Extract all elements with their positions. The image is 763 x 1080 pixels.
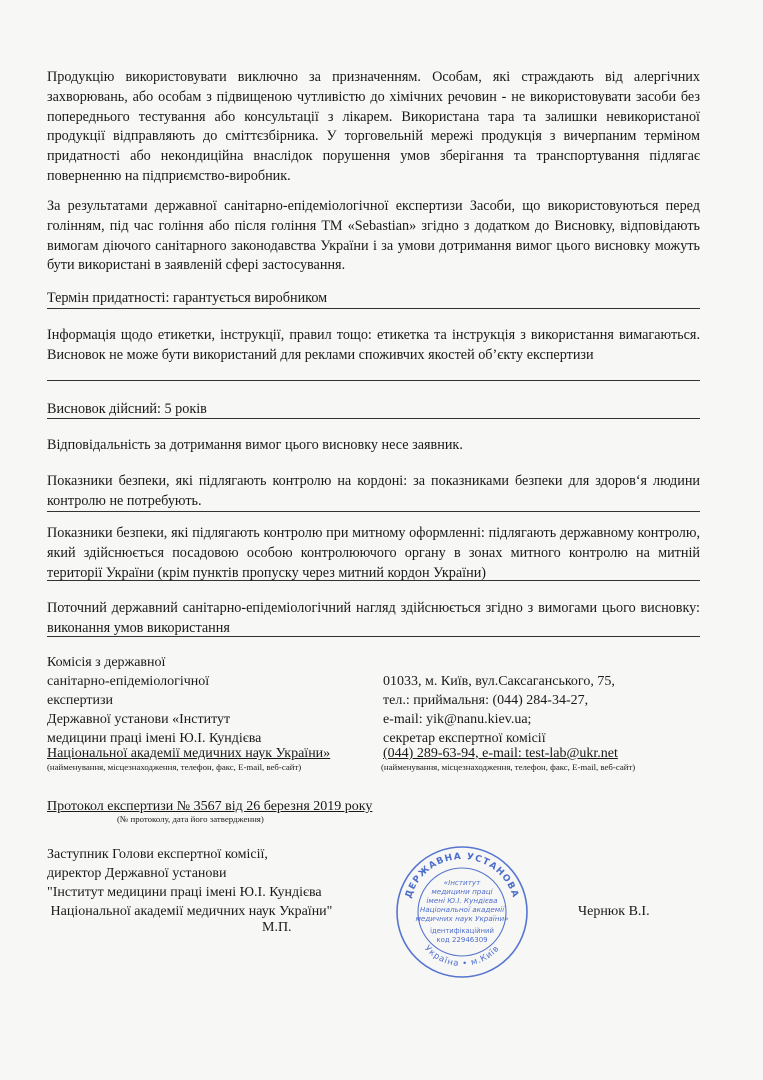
stamp-id-label: ідентифікаційний xyxy=(430,927,494,935)
protocol-caption: (№ протоколу, дата його затвердження) xyxy=(117,814,264,824)
divider xyxy=(47,580,700,581)
border-control-paragraph: Показники безпеки, які підлягають контролю на кордоні: за показниками безпеки для здоров‘я людини контролю не потребують. xyxy=(47,473,700,509)
commission-left-line: експертизи xyxy=(47,693,114,708)
divider xyxy=(47,511,700,512)
commission-left-line: санітарно-епідеміологічної xyxy=(47,674,210,689)
commission-left-line: Державної установи «Інститут xyxy=(47,712,231,727)
divider xyxy=(47,308,700,309)
divider xyxy=(47,636,700,637)
commission-right-line: тел.: приймальня: (044) 284-34-27, xyxy=(383,693,589,708)
commission-right-line: (044) 289-63-94, e-mail: test-lab@ukr.net xyxy=(383,746,618,761)
supervision-paragraph: Поточний державний санітарно-епідеміологічний нагляд здійснюється згідно з вимогами цього висновку: виконання умов використання xyxy=(47,600,700,636)
divider xyxy=(47,418,700,419)
signatory-name: Чернюк В.І. xyxy=(578,904,650,919)
stamp-inner-line: медицини праці xyxy=(431,887,493,896)
stamp-inner-line: медичних наук України» xyxy=(415,914,509,923)
customs-control-paragraph: Показники безпеки, які підлягають контролю при митному оформленні: підлягають державному контролю, який здійснюється посадовою особою контролюючого органу в зонах митного контролю на митній території України (крім пунктів пропуску через митний кордон України) xyxy=(47,525,700,581)
stamp-inner-line: «Інститут xyxy=(443,878,481,887)
signatory-line: Заступник Голови експертної комісії, xyxy=(47,847,268,862)
shelf-life-line: Термін придатності: гарантується виробником xyxy=(47,290,328,306)
stamp-outer-bottom-text: Україна • м.Київ xyxy=(422,943,502,970)
stamp-place-mark: М.П. xyxy=(262,920,292,935)
label-info-paragraph: Інформація щодо етикетки, інструкції, правил тощо: етикетка та інструкція з використання вимагаються. Висновок не може бути використаний для реклами споживчих якостей об’єкту експертизи xyxy=(47,327,700,363)
signatory-line: Національної академії медичних наук України" xyxy=(47,904,333,919)
usage-paragraph: Продукцію використовувати виключно за призначенням. Особам, які страждають від алергічних захворювань, або особам з підвищеною чутливістю до хімічних речовин - не використовувати засоби без попереднього тестування або консультації з лікарем. Використана тара та залишки невикористаної продукції відправляють до сміттєзбірника. У торговельній мережі продукція з вичерпаним терміном придатності або некондиційна внаслідок порушення умов зберігання та транспортування підлягає поверненню на підприємство-виробник. xyxy=(47,69,700,184)
commission-left-caption: (найменування, місцезнаходження, телефон, факс, E-mail, веб-сайт) xyxy=(47,762,302,772)
commission-right-line: e-mail: yik@nanu.kiev.ua; xyxy=(383,712,532,727)
signatory-line: "Інститут медицини праці імені Ю.І. Кундієва xyxy=(47,885,322,900)
commission-right-caption: (найменування, місцезнаходження, телефон, факс, E-mail, веб-сайт) xyxy=(381,762,636,772)
stamp-code: код 22946309 xyxy=(436,936,488,944)
stamp-outer-top-text: ДЕРЖАВНА УСТАНОВА xyxy=(403,851,521,900)
commission-right-line: секретар експертної комісії xyxy=(383,731,546,746)
commission-left-line: Комісія з державної xyxy=(47,655,166,670)
responsibility-line: Відповідальність за дотримання вимог цього висновку несе заявник. xyxy=(47,437,463,453)
commission-left-line: медицини праці імені Ю.І. Кундієва xyxy=(47,731,262,746)
validity-line: Висновок дійсний: 5 років xyxy=(47,401,207,417)
stamp-inner-line: імені Ю.І. Кундієва xyxy=(426,896,498,905)
signatory-line: директор Державної установи xyxy=(47,866,227,881)
commission-right-line: 01033, м. Київ, вул.Саксаганського, 75, xyxy=(383,674,615,689)
stamp-inner-line: Національної академії xyxy=(419,905,505,914)
official-stamp xyxy=(395,845,529,979)
commission-left-line: Національної академії медичних наук України» xyxy=(47,746,331,761)
divider xyxy=(47,380,700,381)
expertise-result-paragraph: За результатами державної санітарно-епідеміологічної експертизи Засоби, що використовуються перед голінням, під час гоління або після гоління ТМ «Sebastian» згідно з додатком до Висновку, відповідають вимогам діючого санітарного законодавства України і за умови дотримання вимог цього висновку можуть бути використані в заявленій сфері застосування. xyxy=(47,198,700,274)
protocol-line: Протокол експертизи № 3567 від 26 березня 2019 року xyxy=(47,799,373,814)
